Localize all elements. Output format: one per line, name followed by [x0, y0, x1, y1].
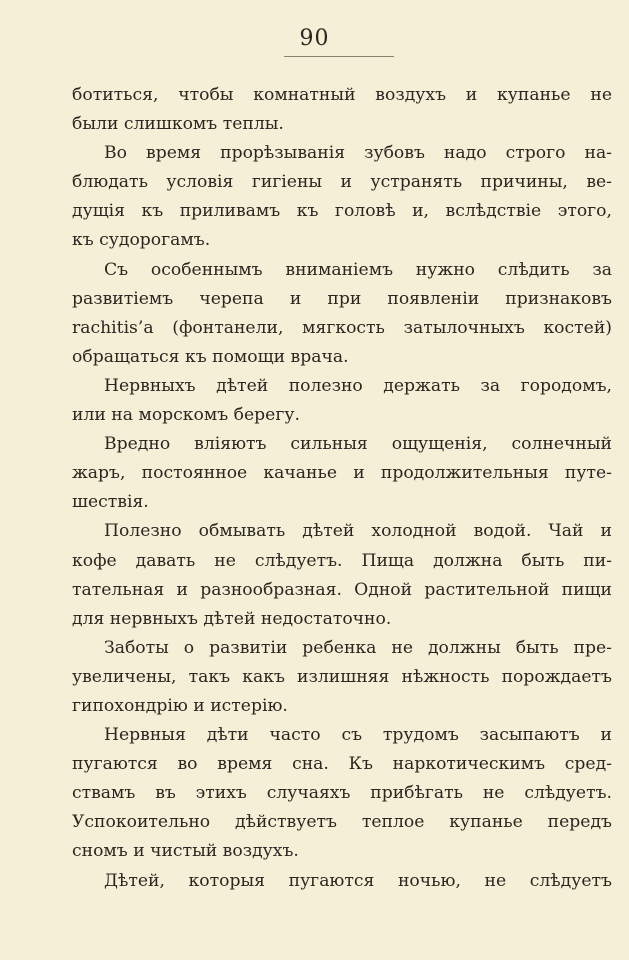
text-line: кофе давать не слѣдуетъ. Пища должна быть пи-	[72, 550, 612, 571]
text-line: Нервныхъ дѣтей полезно держать за городомъ,	[104, 375, 612, 396]
text-line: шествія.	[72, 492, 149, 513]
text-line: были слишкомъ теплы.	[72, 114, 284, 135]
text-line: обращаться къ помощи врача.	[72, 346, 349, 367]
text-line: Во время прорѣзыванія зубовъ надо строго на-	[104, 143, 612, 164]
text-line: rachitis’a (фонтанели, мягкость затылочныхъ костей)	[72, 317, 612, 338]
text-line: Нервныя дѣти часто съ трудомъ засыпаютъ и	[104, 725, 612, 746]
text-line: ботиться, чтобы комнатный воздухъ и купанье не	[72, 85, 612, 105]
text-line: Дѣтей, которыя пугаются ночью, не слѣдуетъ	[104, 870, 612, 891]
text-line: или на морскомъ берегу.	[72, 405, 300, 426]
text-line: тательная и разнообразная. Одной растительной пищи	[72, 579, 612, 600]
text-line: жаръ, постоянное качанье и продолжительныя путе-	[72, 463, 612, 484]
text-line: гипохондрію и истерію.	[72, 695, 288, 716]
text-line: для нервныхъ дѣтей недостаточно.	[72, 608, 392, 629]
text-line: ствамъ въ этихъ случаяхъ прибѣгать не слѣдуетъ.	[72, 783, 612, 804]
text-line: Съ особеннымъ вниманіемъ нужно слѣдить за	[104, 259, 612, 280]
text-line: увеличены, такъ какъ излишняя нѣжность порождаетъ	[72, 666, 612, 687]
text-line: развитіемъ черепа и при появленіи признаковъ	[72, 288, 612, 309]
text-line: Полезно обмывать дѣтей холодной водой. Чай и	[104, 521, 612, 542]
page-number: 90	[299, 26, 330, 51]
header-rule	[284, 56, 394, 57]
text-line: Успокоительно дѣйствуетъ теплое купанье передъ	[72, 812, 612, 833]
text-line: пугаются во время сна. Къ наркотическимъ сред-	[72, 754, 612, 775]
text-line: Заботы о развитіи ребенка не должны быть пре-	[104, 637, 612, 658]
text-line: Вредно вліяютъ сильныя ощущенія, солнечный	[104, 434, 612, 455]
text-line: къ судорогамъ.	[72, 230, 211, 251]
text-line: дущія къ приливамъ къ головѣ и, вслѣдствіе этого,	[72, 201, 612, 222]
text-line: блюдать условія гигіены и устранять причины, ве-	[72, 172, 612, 193]
body-text	[72, 81, 612, 896]
text-line: сномъ и чистый воздухъ.	[72, 841, 299, 862]
